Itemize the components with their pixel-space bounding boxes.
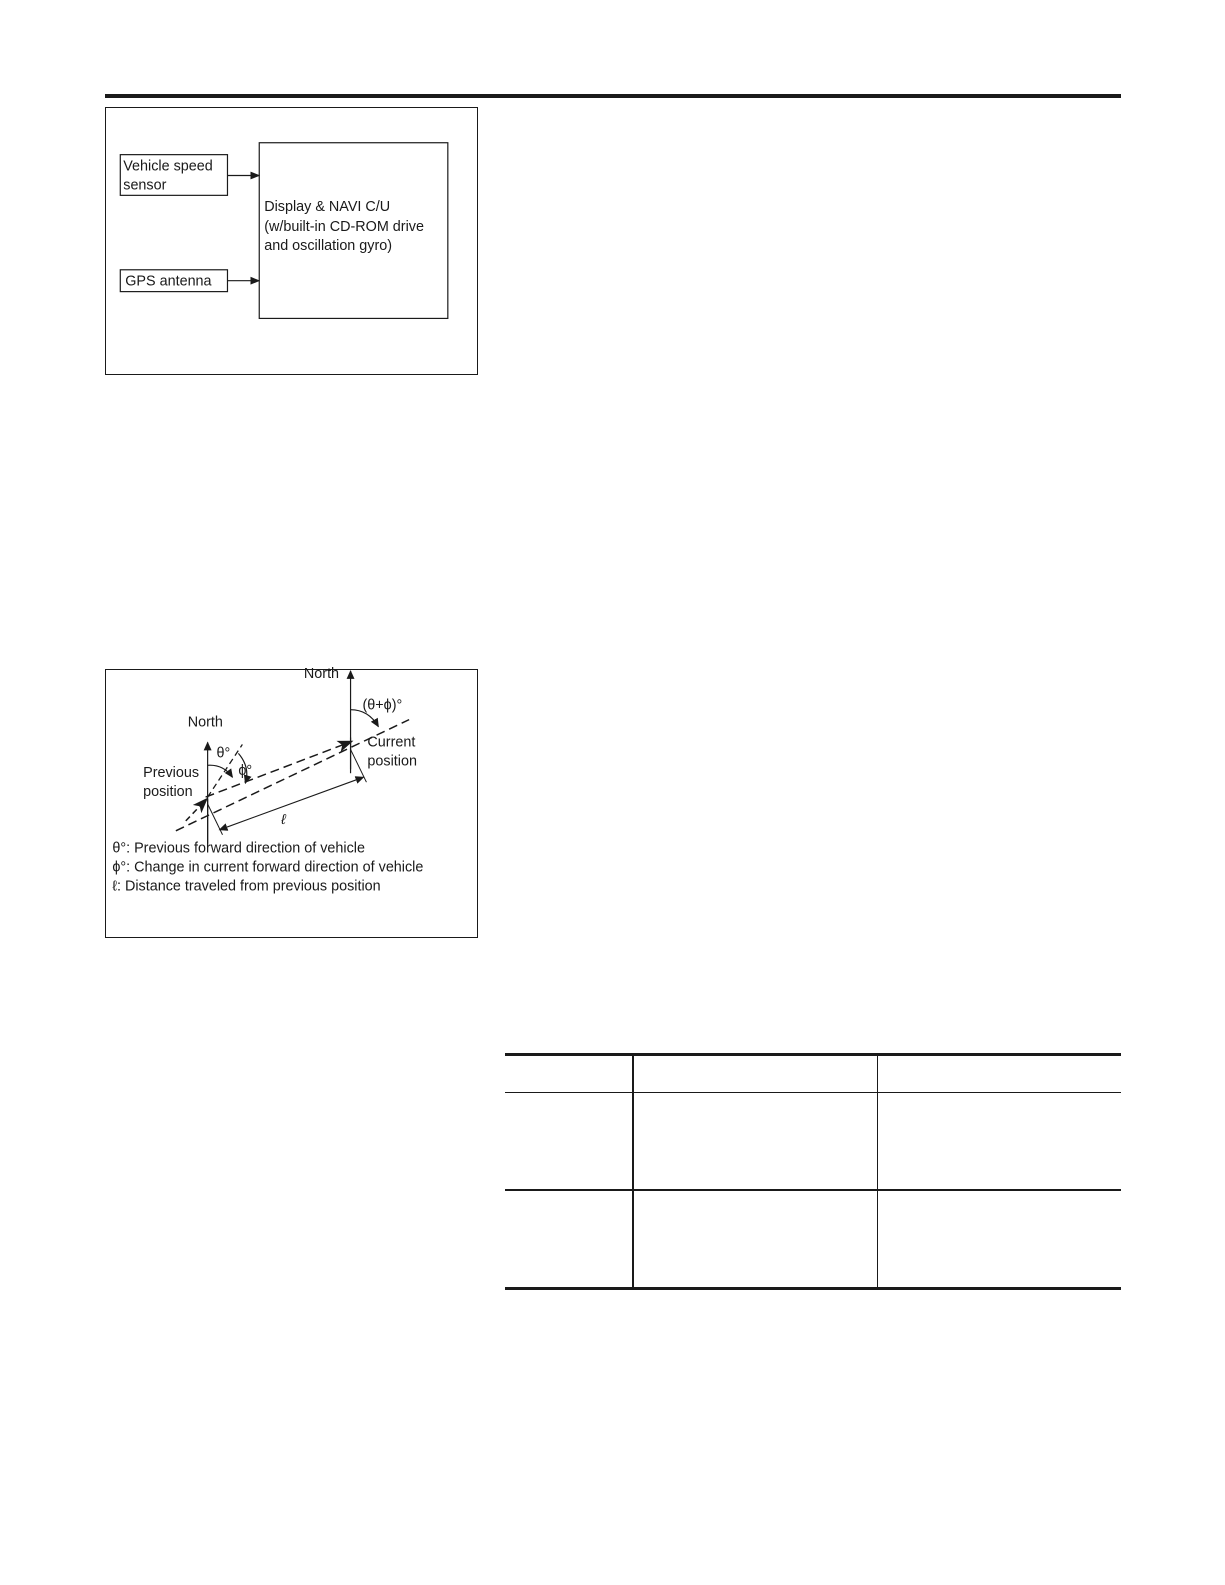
legend-theta: θ°: Previous forward direction of vehicle [112, 840, 365, 857]
legend-phi: ϕ°: Change in current forward direction of vehicle [112, 859, 424, 876]
block-diagram-figure [105, 107, 478, 375]
previous-position-label-2: position [143, 784, 193, 801]
table-row [505, 1093, 1121, 1191]
direction-diagram-figure [105, 665, 478, 938]
table-cell [877, 1093, 1121, 1191]
previous-position-label-1: Previous [143, 765, 200, 782]
table-cell [505, 1190, 633, 1289]
block-diagram [106, 108, 477, 374]
direction-diagram [106, 665, 477, 937]
previous-north-label: North [187, 714, 223, 731]
current-position-label-1: Current [367, 734, 416, 751]
distance-extension-left [208, 804, 223, 835]
table-cell [633, 1190, 877, 1289]
legend-distance: ℓ: Distance traveled from previous position [112, 878, 381, 895]
current-position-label-2: position [367, 753, 417, 770]
phi-label: ϕ° [238, 763, 253, 780]
spec-table [505, 1053, 1121, 1290]
distance-dimension-line [220, 777, 364, 830]
table-cell [633, 1093, 877, 1191]
table-cell [505, 1093, 633, 1191]
control-unit-label-2: (w/built-in CD-ROM drive [264, 219, 424, 236]
table-header-row [505, 1055, 1121, 1093]
current-north-label: North [303, 665, 340, 682]
theta-phi-label: (θ+ϕ)° [362, 697, 403, 714]
vehicle-speed-sensor-label-2: sensor [123, 177, 167, 194]
distance-extension-right [351, 749, 367, 782]
control-unit-label-3: and oscillation gyro) [264, 237, 393, 254]
distance-label: ℓ [281, 811, 286, 828]
table-row [505, 1190, 1121, 1289]
top-rule [105, 94, 1121, 98]
table-cell [877, 1190, 1121, 1289]
theta-label: θ° [216, 745, 231, 762]
table-header-cell [877, 1055, 1121, 1093]
theta-arc [208, 765, 233, 777]
table-header-cell [633, 1055, 877, 1093]
vehicle-speed-sensor-label-1: Vehicle speed [123, 158, 213, 175]
table-header-cell [505, 1055, 633, 1093]
control-unit-label-1: Display & NAVI C/U [264, 199, 391, 216]
gps-antenna-label: GPS antenna [125, 273, 212, 290]
